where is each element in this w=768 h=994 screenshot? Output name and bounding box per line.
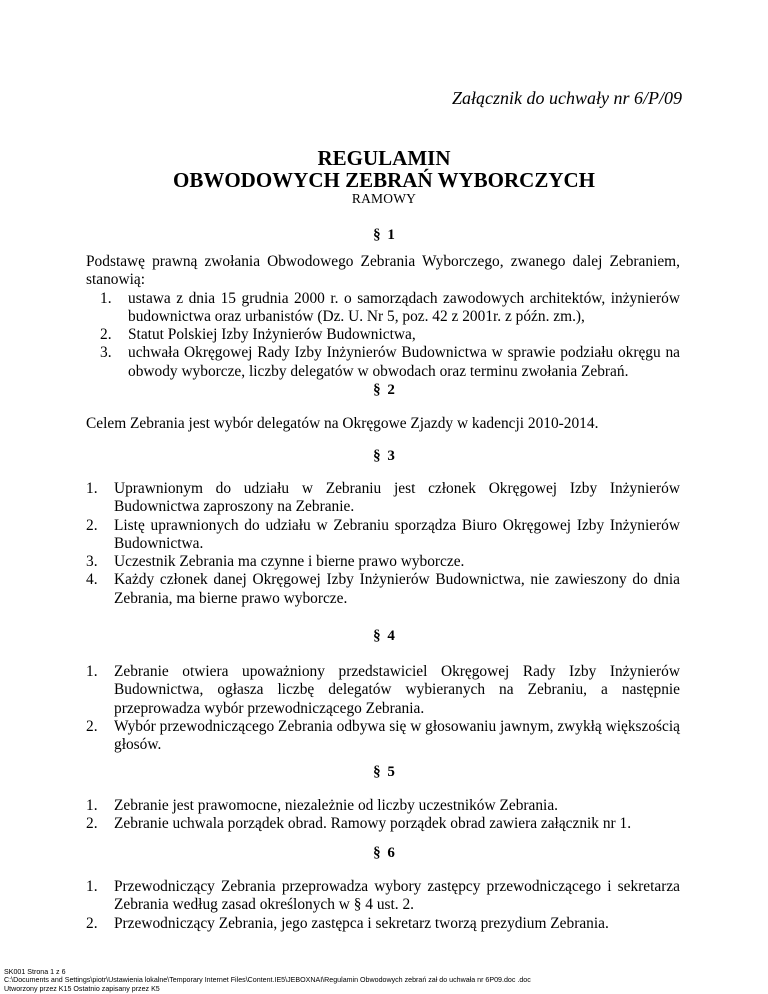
footer-file-path: C:\Documents and Settings\piotr\Ustawienia lokalne\Temporary Internet Files\Content.IE5\JEBOXNAI\Regulamin Obwodowych zebrań zał do uchwała nr 6P09.doc .doc <box>4 976 531 985</box>
section-2-heading: § 2 <box>373 382 395 398</box>
list-item: 2. Przewodniczący Zebrania, jego zastępca i sekretarz tworzą prezydium Zebrania. <box>86 914 609 932</box>
section-4-heading: § 4 <box>373 628 395 644</box>
document-subtitle: RAMOWY <box>351 191 417 206</box>
list-item: 1. Zebranie otwiera upoważniony przedstawiciel Okręgowej Rady Izby Inżynierów Budownictwa, ogłasza liczbę delegatów wybieranych na Zebraniu, a następnie przeprowadza wybór przewodniczącego Zebrania. <box>86 663 680 717</box>
section-2-body <box>86 415 680 433</box>
list-item: 2. Listę uprawnionych do udziału w Zebraniu sporządza Biuro Okręgowej Izby Inżynierów Budownictwa. <box>86 516 680 552</box>
footer-page-info: SK001 Strona 1 z 6 <box>4 968 66 976</box>
document-title: REGULAMIN <box>317 146 451 170</box>
section-6-heading: § 6 <box>373 845 395 861</box>
list-item: 4. Każdy członek danej Okręgowej Izby Inżynierów Budownictwa, nie zawieszony do dnia Zebrania, ma bierne prawo wyborcze. <box>86 571 680 607</box>
section-3-list <box>86 480 680 608</box>
section-3-heading: § 3 <box>373 448 395 464</box>
section-5-body <box>86 797 680 834</box>
section-5-list <box>86 797 680 834</box>
list-item: 2. Statut Polskiej Izby Inżynierów Budownictwa, <box>100 326 416 344</box>
section-1-list <box>86 290 680 381</box>
footer-authors: Utworzony przez K15 Ostatnio zapisany przez K5 <box>4 984 160 993</box>
section-1-body <box>86 253 680 381</box>
section-2-text: Celem Zebrania jest wybór delegatów na Okręgowe Zjazdy w kadencji 2010-2014. <box>86 415 599 432</box>
section-6-body <box>86 878 680 933</box>
list-item: 1. Uprawnionym do udziału w Zebraniu jest członek Okręgowej Izby Inżynierów Budownictwa zaproszony na Zebranie. <box>86 480 680 516</box>
list-item: 1. ustawa z dnia 15 grudnia 2000 r. o samorządach zawodowych architektów, inżynierów budownictwa oraz urbanistów (Dz. U. Nr 5, poz. 42 z 2001r. z późn. zm.), <box>100 289 680 325</box>
list-item: 1. Zebranie jest prawomocne, niezależnie od liczby uczestników Zebrania. <box>86 797 558 814</box>
section-3-body <box>86 480 680 608</box>
section-4-list <box>86 663 680 754</box>
section-1-heading: § 1 <box>373 227 395 243</box>
document-title-line-2: OBWODOWYCH ZEBRAŃ WYBORCZYCH <box>173 168 595 192</box>
annex-reference: Załącznik do uchwały nr 6/P/09 <box>452 88 682 108</box>
list-item: 1. Przewodniczący Zebrania przeprowadza wybory zastępcy przewodniczącego i sekretarza Zebrania według zasad określonych w § 4 ust. 2. <box>86 878 680 914</box>
section-6-list <box>86 878 680 933</box>
list-item: 2. Wybór przewodniczącego Zebrania odbywa się w głosowaniu jawnym, zwykłą większością głosów. <box>86 717 680 754</box>
list-item: 3. Uczestnik Zebrania ma czynne i bierne prawo wyborcze. <box>86 553 465 571</box>
page-footer <box>4 968 531 993</box>
section-4-body <box>86 663 680 754</box>
list-item: 2. Zebranie uchwala porządek obrad. Ramowy porządek obrad zawiera załącznik nr 1. <box>86 815 632 833</box>
section-1-intro: Podstawę prawną zwołania Obwodowego Zebrania Wyborczego, zwanego dalej Zebraniem, stanowią: <box>86 253 680 289</box>
list-item: 3. uchwała Okręgowej Rady Izby Inżynierów Budownictwa w sprawie podziału okręgu na obwody wyborcze, liczby delegatów w obwodach oraz terminu zwołania Zebrań. <box>100 344 680 380</box>
section-5-heading: § 5 <box>373 764 395 780</box>
